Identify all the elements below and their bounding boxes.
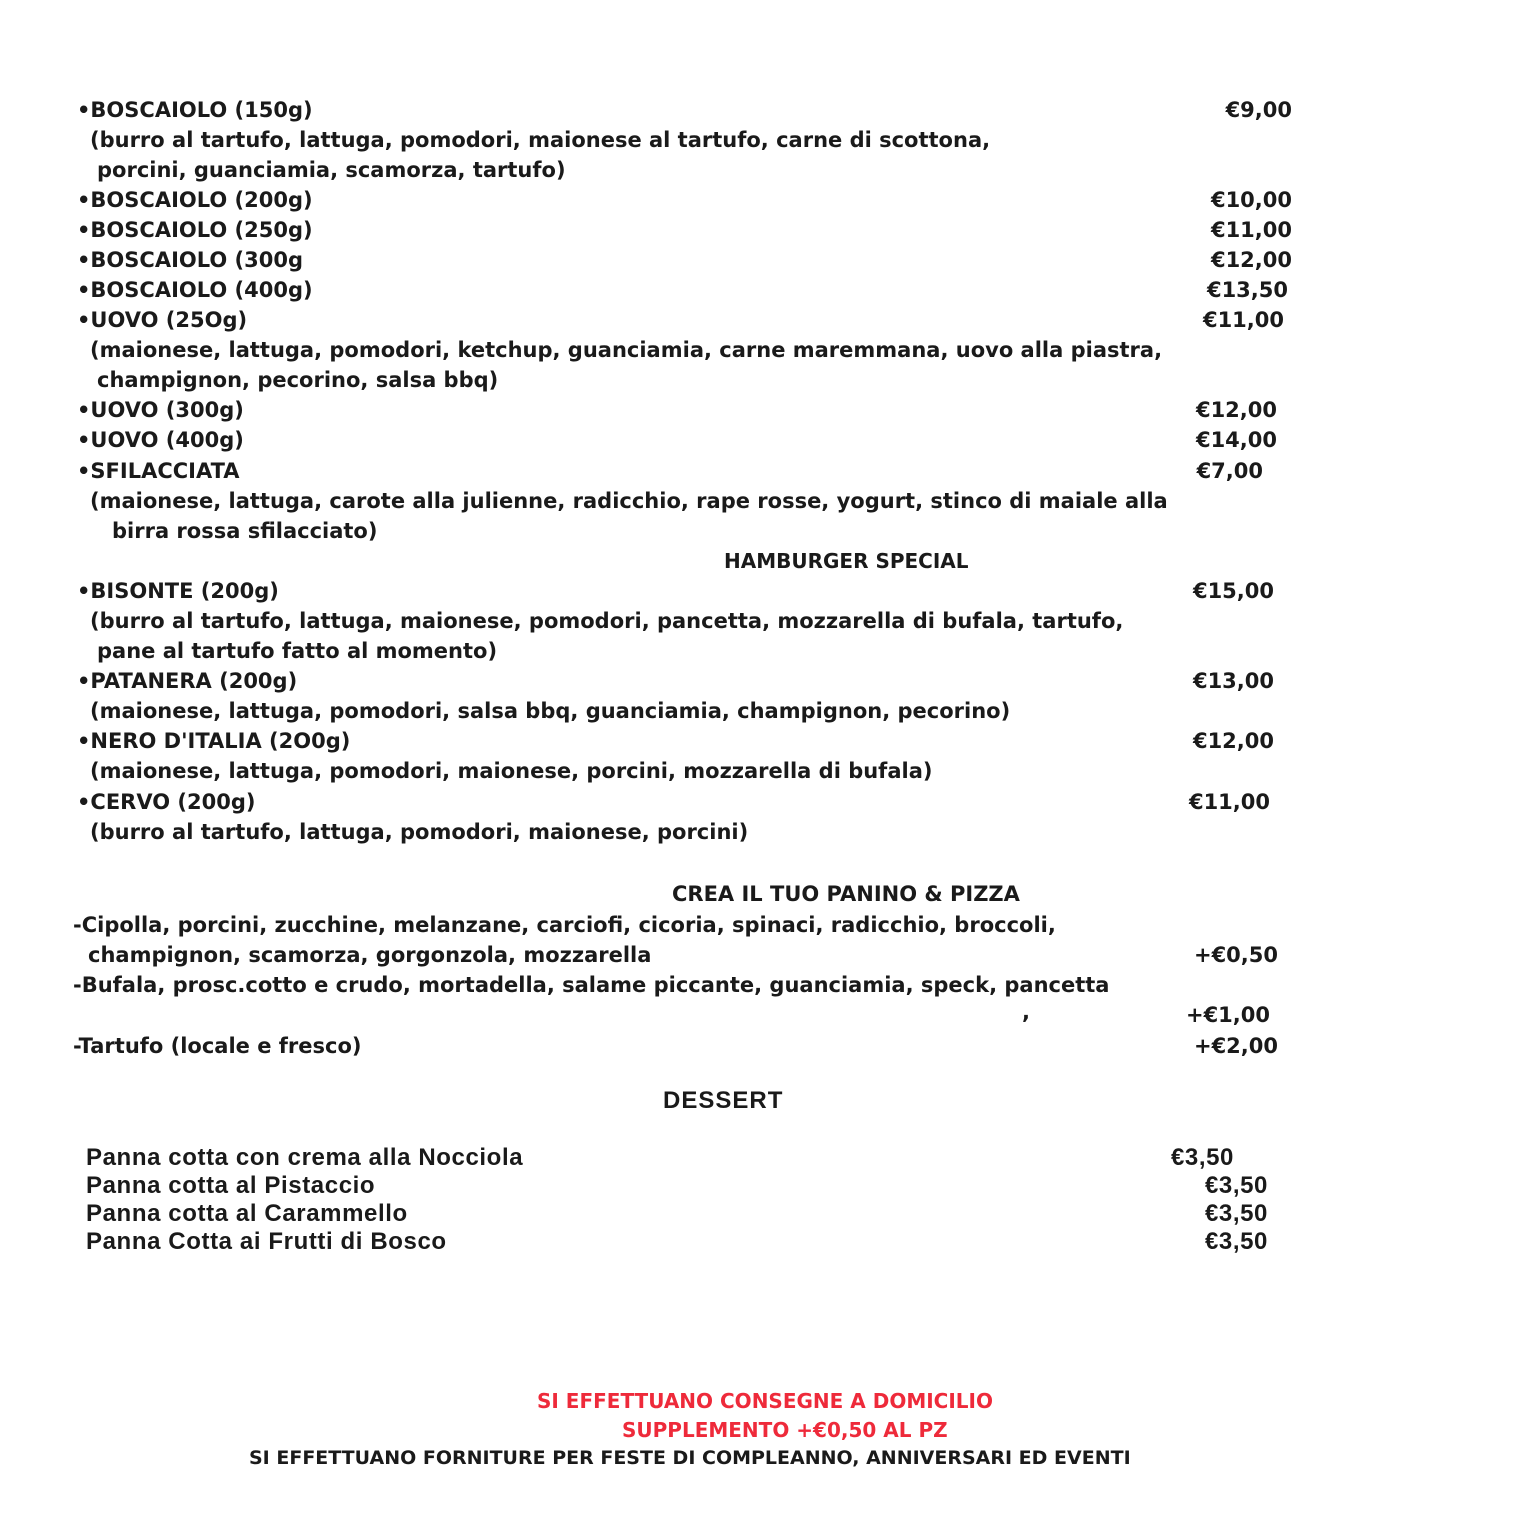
- item-description: [0, 125, 1536, 155]
- delivery-notice: SI EFFETTUANO CONSEGNE A DOMICILIO: [537, 1389, 993, 1413]
- dessert-item: [0, 1172, 1536, 1200]
- item-price: €10,00: [1210, 188, 1292, 212]
- item-price: €13,50: [1206, 278, 1288, 302]
- description-text: (maionese, lattuga, carote alla julienne, radicchio, rape rosse, yogurt, stinco di maiale alla: [90, 489, 1168, 513]
- item-name: •UOVO (400g): [77, 428, 244, 452]
- item-name: •BOSCAIOLO (150g): [77, 98, 313, 122]
- item-name: •CERVO (200g): [77, 790, 256, 814]
- item-name: •NERO D'ITALIA (2O0g): [77, 729, 351, 753]
- item-description: [0, 155, 1536, 185]
- menu-item-boscaiolo-400: [0, 275, 1536, 305]
- section-heading-hamburger-special: HAMBURGER SPECIAL: [724, 549, 969, 573]
- item-name: •BOSCAIOLO (250g): [77, 218, 313, 242]
- item-name: •UOVO (25Og): [77, 308, 248, 332]
- menu-item-uovo-250: [0, 305, 1536, 335]
- item-price: €11,00: [1210, 218, 1292, 242]
- item-price: €11,00: [1188, 790, 1270, 814]
- item-price: €14,00: [1195, 428, 1277, 452]
- menu-item-patanera: [0, 666, 1536, 696]
- item-name: •BOSCAIOLO (400g): [77, 278, 313, 302]
- description-text: (burro al tartufo, lattuga, pomodori, maionese, porcini): [90, 820, 749, 844]
- dessert-item: [0, 1144, 1536, 1172]
- delivery-supplement: SUPPLEMENTO +€0,50 AL PZ: [622, 1418, 948, 1442]
- dessert-price: €3,50: [1204, 1200, 1268, 1227]
- description-text: pane al tartufo fatto al momento): [97, 639, 498, 663]
- extra-group-line: [0, 970, 1536, 1000]
- extra-text: champignon, scamorza, gorgonzola, mozzarella: [88, 943, 652, 967]
- dessert-name: Panna cotta al Pistaccio: [86, 1172, 376, 1199]
- dessert-price: €3,50: [1204, 1172, 1268, 1199]
- extra-group-line: [0, 1031, 1536, 1061]
- extra-price: +€0,50: [1193, 943, 1278, 967]
- menu-item-boscaiolo-200: [0, 185, 1536, 215]
- dessert-item: [0, 1228, 1536, 1256]
- extra-price: +€2,00: [1193, 1034, 1278, 1058]
- description-text: (maionese, lattuga, pomodori, ketchup, guanciamia, carne maremmana, uovo alla piastra,: [90, 338, 1163, 362]
- item-description: [0, 335, 1536, 365]
- dessert-name: Panna cotta con crema alla Nocciola: [86, 1144, 524, 1171]
- menu-item-boscaiolo-300: [0, 245, 1536, 275]
- item-price: €12,00: [1192, 729, 1274, 753]
- extra-text: -Bufala, prosc.cotto e crudo, mortadella, salame piccante, guanciamia, speck, pancetta: [73, 973, 1110, 997]
- section-heading-dessert: DESSERT: [663, 1087, 784, 1114]
- item-name: •PATANERA (200g): [77, 669, 298, 693]
- menu-item-bisonte: [0, 576, 1536, 606]
- stray-comma: ,: [1022, 1000, 1030, 1024]
- menu-item-boscaiolo-150: [0, 95, 1536, 125]
- extra-price: +€1,00: [1185, 1003, 1270, 1027]
- item-price: €12,00: [1195, 398, 1277, 422]
- description-text: birra rossa sfilacciato): [112, 519, 378, 543]
- item-price: €7,00: [1196, 459, 1263, 483]
- dessert-item: [0, 1200, 1536, 1228]
- extra-group-line: [0, 1000, 1536, 1030]
- item-name: •SFILACCIATA: [77, 459, 240, 483]
- dessert-name: Panna cotta al Carammello: [86, 1200, 408, 1227]
- item-price: €11,00: [1202, 308, 1284, 332]
- description-text: (maionese, lattuga, pomodori, maionese, porcini, mozzarella di bufala): [90, 759, 933, 783]
- description-text: (burro al tartufo, lattuga, pomodori, maionese al tartufo, carne di scottona,: [90, 128, 991, 152]
- item-description: [0, 696, 1536, 726]
- item-name: •BISONTE (200g): [77, 579, 279, 603]
- events-notice: SI EFFETTUANO FORNITURE PER FESTE DI COMPLEANNO, ANNIVERSARI ED EVENTI: [249, 1447, 1131, 1469]
- dessert-name: Panna Cotta ai Frutti di Bosco: [86, 1228, 447, 1255]
- extra-text: -Cipolla, porcini, zucchine, melanzane, carciofi, cicoria, spinaci, radicchio, broccoli,: [73, 913, 1056, 937]
- dessert-price: €3,50: [1204, 1228, 1268, 1255]
- dessert-price: €3,50: [1170, 1144, 1234, 1171]
- item-price: €9,00: [1225, 98, 1292, 122]
- item-price: €13,00: [1192, 669, 1274, 693]
- item-description: [0, 516, 1536, 546]
- description-text: (burro al tartufo, lattuga, maionese, pomodori, pancetta, mozzarella di bufala, tartufo,: [90, 609, 1124, 633]
- menu-item-sfilacciata: [0, 456, 1536, 486]
- item-description: [0, 486, 1536, 516]
- extra-text: -Tartufo (locale e fresco): [73, 1034, 362, 1058]
- item-description: [0, 636, 1536, 666]
- menu-item-boscaiolo-250: [0, 215, 1536, 245]
- item-name: •BOSCAIOLO (200g): [77, 188, 313, 212]
- menu-item-nero-d-italia: [0, 726, 1536, 756]
- item-description: [0, 365, 1536, 395]
- item-description: [0, 606, 1536, 636]
- item-description: [0, 756, 1536, 786]
- section-heading-crea-panino: CREA IL TUO PANINO & PIZZA: [672, 882, 1020, 906]
- description-text: porcini, guanciamia, scamorza, tartufo): [97, 158, 566, 182]
- menu-item-uovo-300: [0, 395, 1536, 425]
- item-price: €15,00: [1192, 579, 1274, 603]
- item-name: •UOVO (300g): [77, 398, 244, 422]
- description-text: (maionese, lattuga, pomodori, salsa bbq, guanciamia, champignon, pecorino): [90, 699, 1011, 723]
- extra-group-line: [0, 910, 1536, 940]
- description-text: champignon, pecorino, salsa bbq): [97, 368, 499, 392]
- item-description: [0, 817, 1536, 847]
- item-name: •BOSCAIOLO (300g: [77, 248, 303, 272]
- extra-group-line: [0, 940, 1536, 970]
- menu-item-cervo: [0, 787, 1536, 817]
- menu-item-uovo-400: [0, 425, 1536, 455]
- item-price: €12,00: [1210, 248, 1292, 272]
